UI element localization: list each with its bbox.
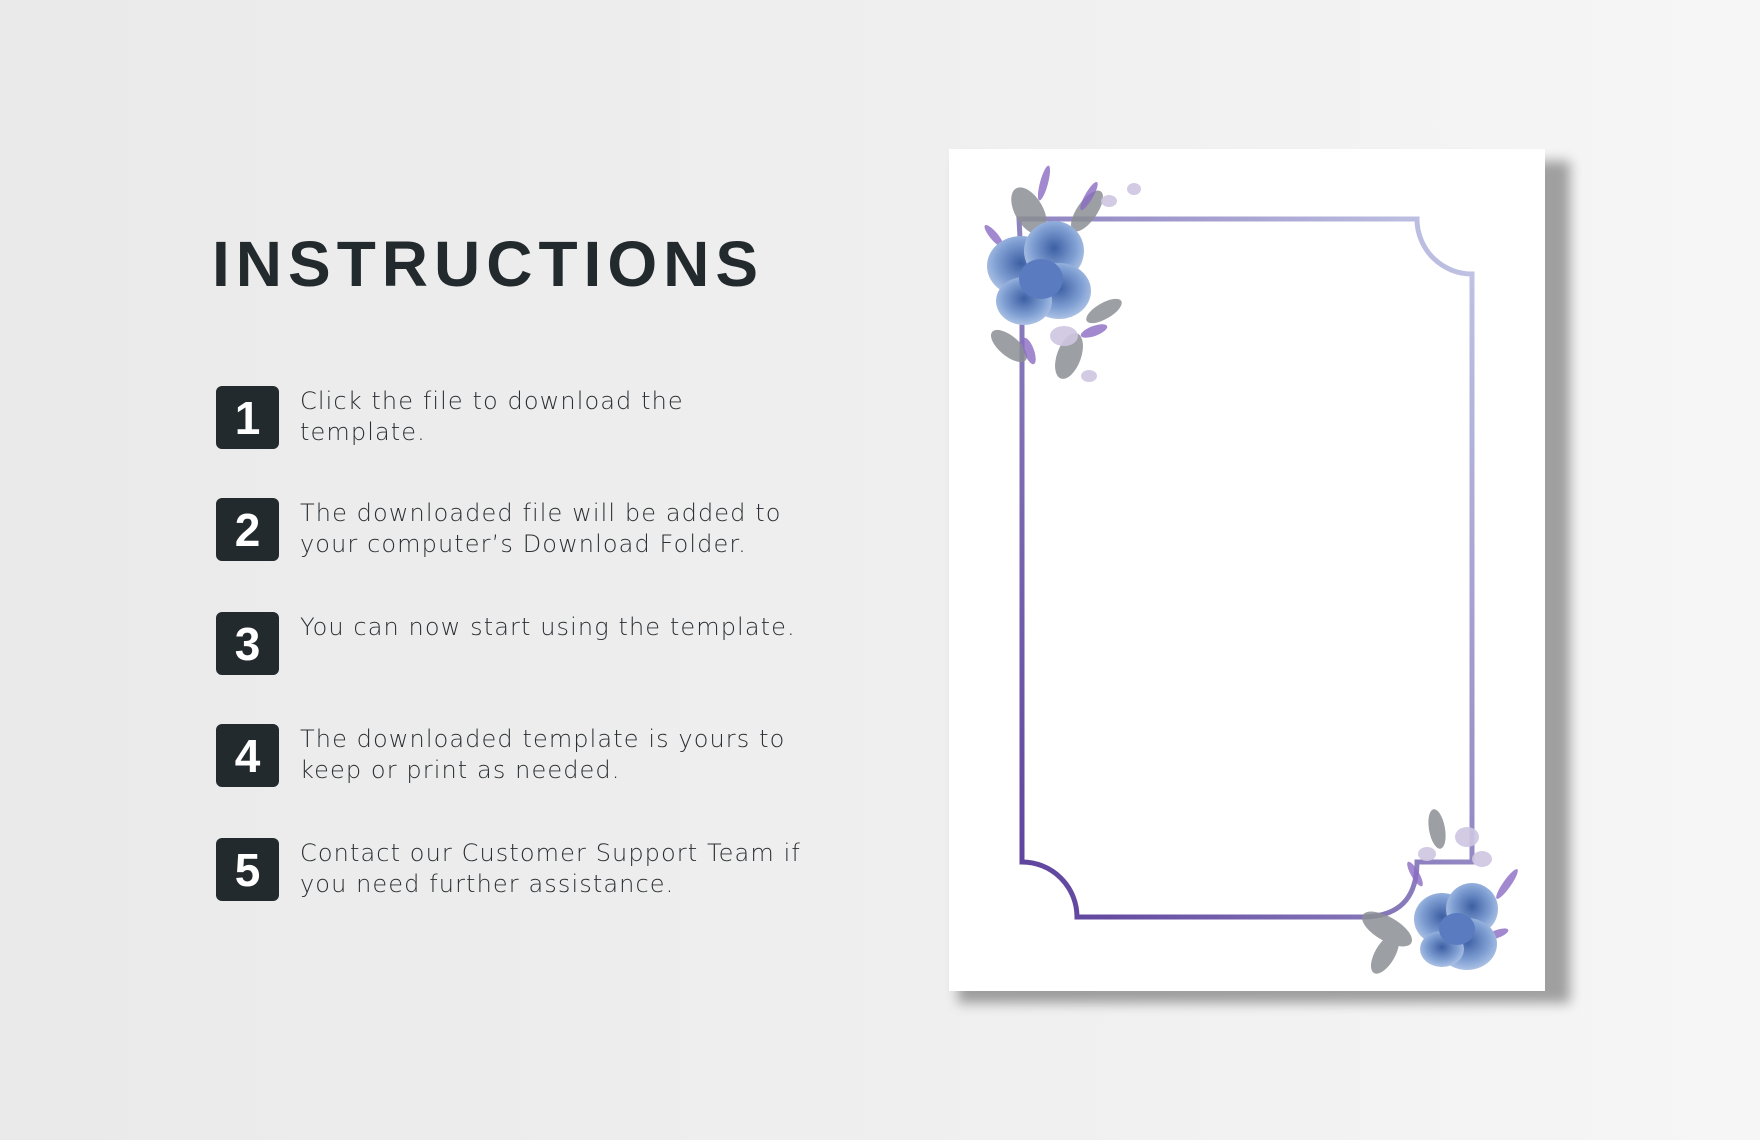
step-text: Contact our Customer Support Team if you need further assistance. bbox=[300, 839, 801, 898]
template-preview-paper bbox=[949, 149, 1545, 991]
step-number-badge: 5 bbox=[216, 838, 279, 901]
step-number-badge: 2 bbox=[216, 498, 279, 561]
step-item bbox=[216, 724, 810, 787]
step-item bbox=[216, 386, 810, 449]
floral-bouquet-bottom-right bbox=[1357, 808, 1521, 978]
step-item bbox=[216, 498, 810, 561]
step-number-badge: 1 bbox=[216, 386, 279, 449]
step-number-badge: 3 bbox=[216, 612, 279, 675]
step-item bbox=[216, 612, 810, 675]
step-text: The downloaded file will be added to your computer’s Download Folder. bbox=[300, 499, 782, 558]
step-text: Click the file to download the template. bbox=[300, 387, 684, 446]
page-title: INSTRUCTIONS bbox=[212, 228, 764, 300]
decorative-frame bbox=[1019, 219, 1472, 917]
step-number-badge: 4 bbox=[216, 724, 279, 787]
step-text: You can now start using the template. bbox=[300, 613, 796, 641]
step-text: The downloaded template is yours to keep or print as needed. bbox=[300, 725, 786, 784]
template-frame-illustration bbox=[949, 149, 1545, 991]
floral-bouquet-top-left bbox=[982, 165, 1141, 383]
step-item bbox=[216, 838, 810, 901]
